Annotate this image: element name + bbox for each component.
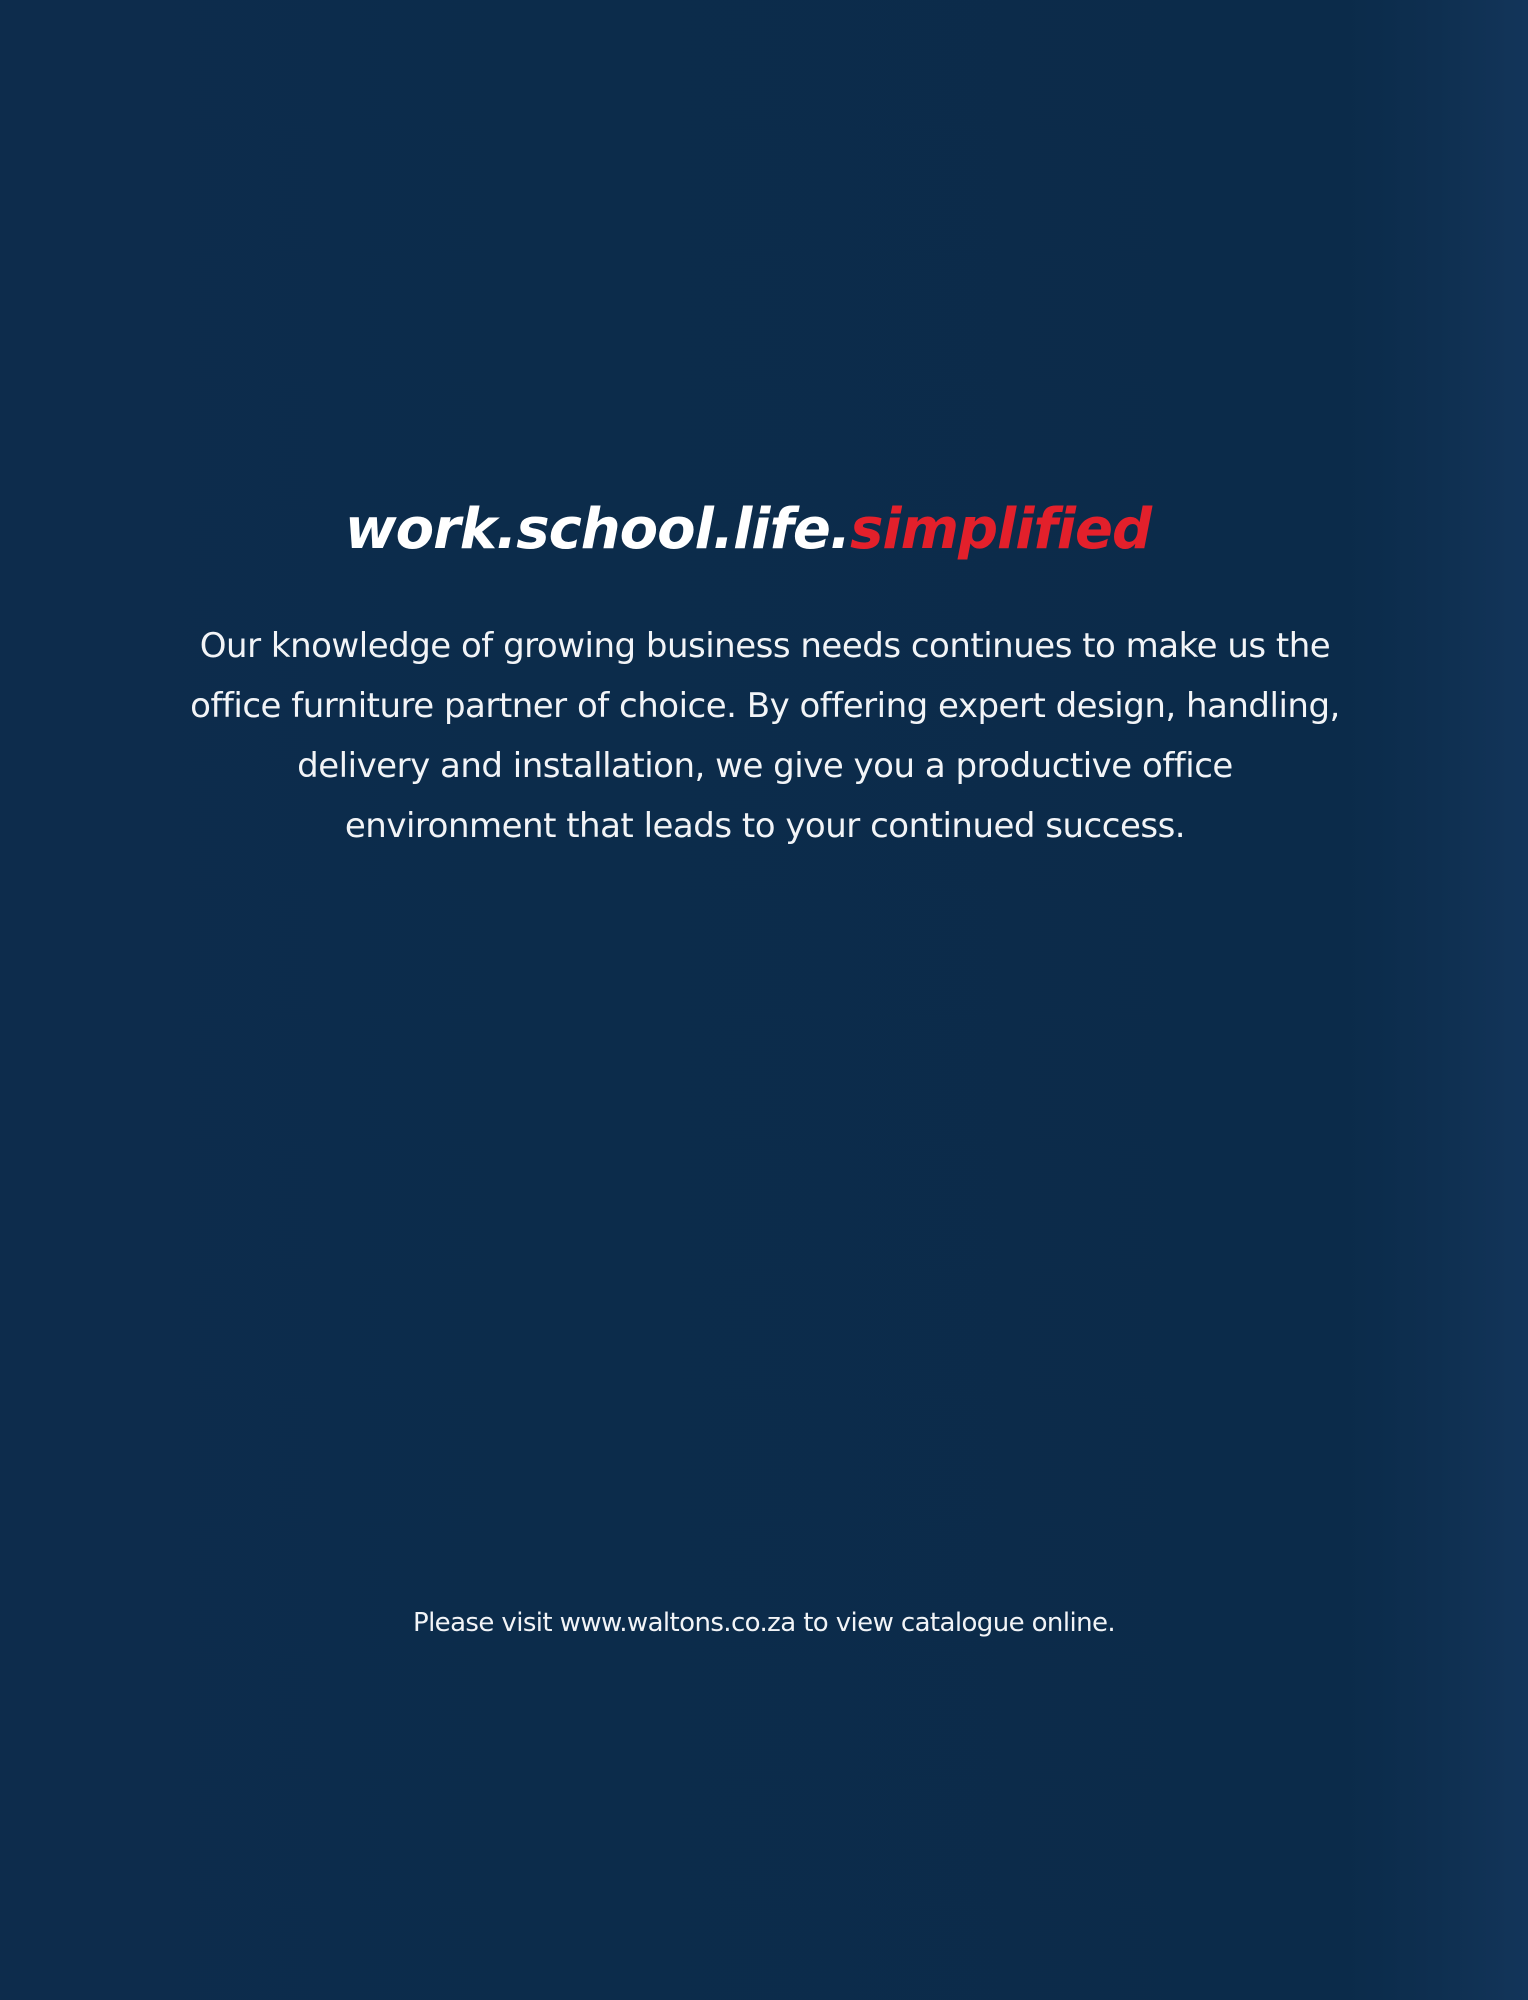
company-description: Our knowledge of growing business needs continues to make us the office furniture partner of choice. By offering expert design, handling, delivery and installation, we give you a productive office environment that leads to your continued success. [190, 626, 1340, 846]
tagline-accent-text: simplified [850, 497, 1152, 562]
website-note: Please visit www.waltons.co.za to view catalogue online. [412, 1608, 1116, 1638]
brand-tagline [0, 490, 1496, 570]
tagline-main-text: work.school.life. [344, 497, 851, 562]
